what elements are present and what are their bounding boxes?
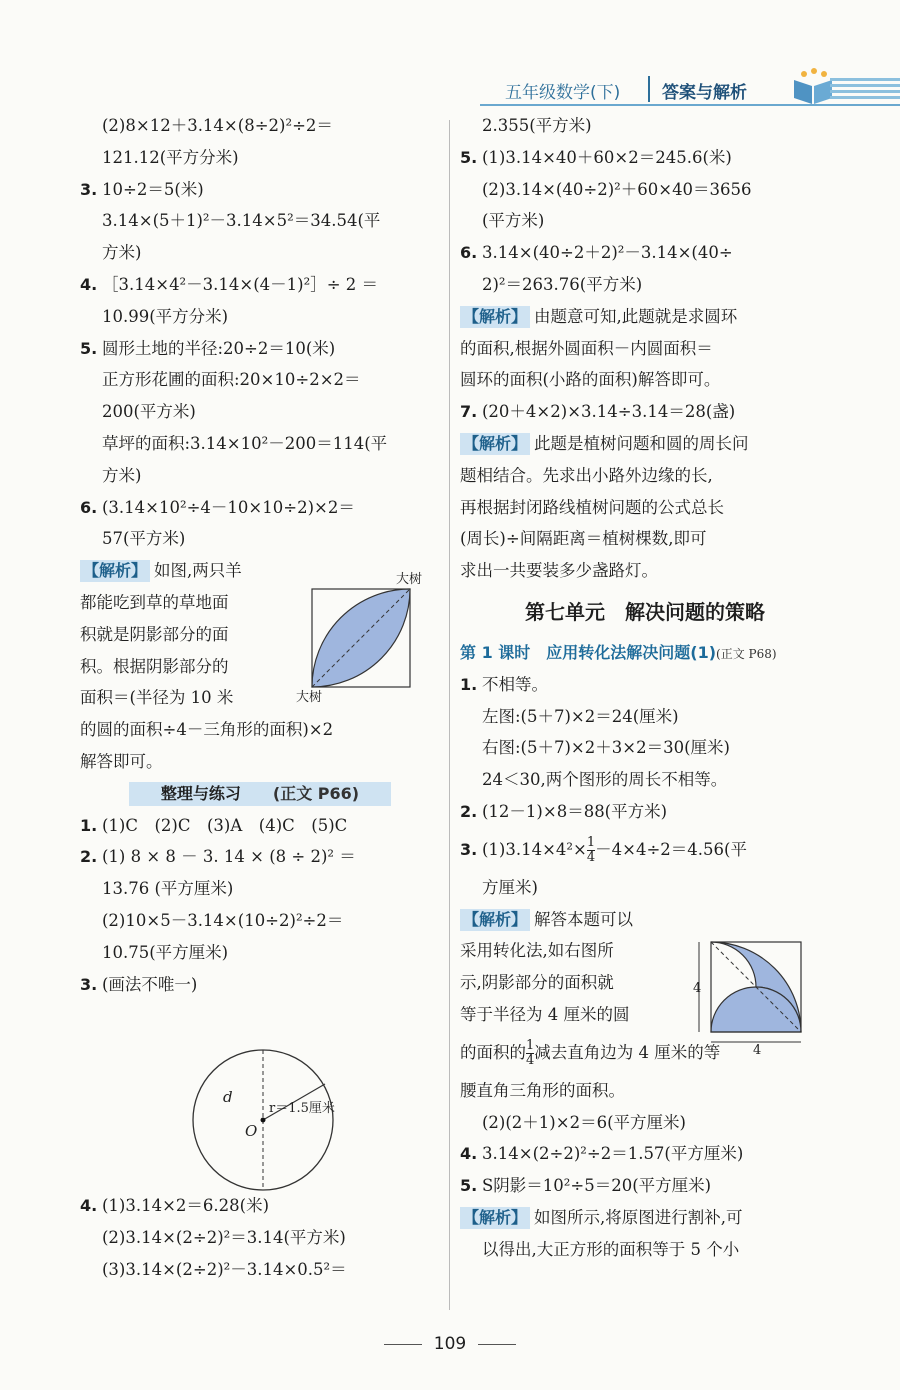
question-number: 2.	[80, 847, 98, 867]
circle-figure	[185, 1050, 355, 1190]
answer-line	[80, 1254, 440, 1286]
answer-line	[80, 110, 440, 142]
answer-line	[80, 1222, 440, 1254]
question-number: 6.	[460, 243, 478, 263]
answer-text: 2)²＝263.76(平方米)	[482, 274, 643, 294]
answer-text: 不相等。	[482, 674, 548, 694]
quarter-circle-figure	[693, 938, 818, 1060]
answer-line	[80, 428, 440, 460]
lens-shape-figure	[296, 572, 435, 705]
answer-text: 10.99(平方分米)	[102, 306, 229, 326]
analysis-5-line: 以得出,大正方形的面积等于 5 个小	[482, 1239, 740, 1259]
answer-text: (平方米)	[482, 211, 545, 231]
answer-text: 121.12(平方分米)	[102, 147, 239, 167]
answer-text: 3.14×(40÷2＋2)²－3.14×(40÷	[482, 243, 733, 263]
analysis-6-line: 解答即可。	[80, 751, 163, 771]
question-number: 2.	[460, 801, 478, 821]
question-number: 4.	[460, 1144, 478, 1164]
answer-line	[80, 905, 440, 937]
answer-line	[460, 269, 830, 301]
answer-text: 200(平方米)	[102, 402, 196, 422]
header-section-title: 答案与解析	[662, 83, 747, 103]
analysis-3-line: 采用转化法,如右图所	[460, 941, 614, 961]
analysis-7-line: (周长)÷间隔距离＝植树棵数,即可	[460, 529, 707, 549]
question-number: 6.	[80, 497, 98, 517]
answer-text: (3.14×10²÷4－10×10÷2)×2＝	[102, 497, 355, 517]
answer-line	[460, 764, 830, 796]
page-header	[0, 0, 900, 110]
answer-text: 3.14×(2÷2)²÷2＝1.57(平方厘米)	[482, 1144, 744, 1164]
answer-line	[80, 364, 440, 396]
answer-line	[80, 396, 440, 428]
answer-line	[80, 810, 440, 842]
analysis-7-line: 求出一共要装多少盏路灯。	[460, 561, 658, 581]
fraction: $\frac{1}{4}$	[586, 834, 596, 865]
answer-text: (画法不唯一)	[102, 974, 198, 994]
answer-line	[80, 301, 440, 333]
analysis-3-line: 的面积的 $\frac{1}{4}$ 减去直角边为 4 厘米的等	[460, 1037, 721, 1068]
answer-line	[80, 969, 440, 1001]
answer-line	[460, 1107, 830, 1139]
diameter-label: d	[223, 1088, 233, 1106]
bottom-length-label: 4	[753, 1043, 762, 1058]
answer-text: 13.76 (平方厘米)	[102, 879, 234, 899]
answer-line	[80, 841, 440, 873]
page-number: 109	[0, 1334, 900, 1354]
answer-line	[80, 492, 440, 524]
answer-text: 10÷2＝5(米)	[102, 179, 204, 199]
tree-top-label: 大树	[396, 572, 423, 587]
answer-text: (12－1)×8＝88(平方米)	[482, 801, 668, 821]
answer-text: (1)3.14×2＝6.28(米)	[102, 1196, 270, 1216]
answer-line	[460, 237, 830, 269]
analysis-7-line: 【解析】 此题是植树问题和圆的周长问	[460, 428, 830, 460]
answer-line	[80, 142, 440, 174]
answer-3-part1: 3. (1)3.14×4²× $\frac{1}{4}$ －4×4÷2＝4.56(平	[460, 834, 747, 865]
lesson-title: 第 1 课时 应用转化法解决问题(1)(正文 P68)	[460, 642, 777, 662]
tree-bottom-label: 大树	[296, 690, 323, 705]
question-number: 5.	[460, 147, 478, 167]
analysis-3-line: 【解析】 解答本题可以	[460, 904, 830, 936]
question-number: 3.	[80, 974, 98, 994]
answer-line	[80, 174, 440, 206]
question-number: 3.	[80, 179, 98, 199]
answer-line	[80, 523, 440, 555]
answer-line	[460, 205, 830, 237]
question-number: 1.	[80, 815, 98, 835]
analysis-6-line: 圆环的面积(小路的面积)解答即可。	[460, 370, 721, 390]
question-number: 4.	[80, 1196, 98, 1216]
answer-text: 正方形花圃的面积:20×10÷2×2＝	[102, 370, 361, 390]
fraction: $\frac{1}{4}$	[526, 1037, 535, 1068]
header-rule	[480, 104, 900, 106]
answer-line	[80, 1190, 440, 1222]
analysis-6-line: 积就是阴影部分的面	[80, 624, 229, 644]
answer-line	[80, 937, 440, 969]
answer-text: (2)8×12＋3.14×(8÷2)²÷2＝	[102, 116, 333, 135]
analysis-6-line: 【解析】 如图,两只羊	[80, 555, 440, 587]
analysis-3-line: 等于半径为 4 厘米的圆	[460, 1004, 630, 1024]
answer-line	[80, 205, 440, 237]
answer-line	[80, 460, 440, 492]
header-grade-subject: 五年级数学(下)	[505, 83, 621, 103]
section-heading: 整理与练习 (正文 P66)	[80, 778, 440, 810]
answer-text: (2)3.14×(2÷2)²＝3.14(平方米)	[102, 1228, 346, 1248]
side-length-label: 4	[693, 981, 702, 996]
answer-line	[460, 701, 830, 733]
answer-text: ［3.14×4²－3.14×(4－1)²］÷ 2 ＝	[102, 274, 379, 294]
answer-text: 方米)	[102, 243, 142, 263]
answer-text: (3)3.14×(2÷2)²－3.14×0.5²＝	[102, 1259, 347, 1279]
radius-label: r＝1.5厘米	[269, 1101, 335, 1116]
answer-line	[460, 142, 830, 174]
header-separator	[648, 76, 650, 102]
answer-text: (1)C (2)C (3)A (4)C (5)C	[102, 815, 348, 835]
analysis-6-line: 的圆的面积÷4－三角形的面积)×2	[80, 720, 334, 740]
question-number: 4.	[80, 274, 98, 294]
answer-text: 右图:(5＋7)×2＋3×2＝30(厘米)	[482, 738, 730, 758]
answer-line	[460, 1170, 830, 1202]
answer-text: 圆形土地的半径:20÷2＝10(米)	[102, 338, 336, 358]
answer-line	[460, 732, 830, 764]
answer-text: (2)3.14×(40÷2)²＋60×40＝3656	[482, 179, 752, 199]
unit-title: 第七单元 解决问题的策略	[525, 599, 765, 624]
answer-text: S阴影＝10²÷5＝20(平方厘米)	[482, 1176, 712, 1196]
answer-text: 左图:(5＋7)×2＝24(厘米)	[482, 706, 679, 726]
answer-text: (1) 8 × 8 － 3. 14 × (8 ÷ 2)² ＝	[102, 847, 356, 867]
answer-text: (2)(2＋1)×2＝6(平方厘米)	[482, 1112, 686, 1132]
analysis-7-line: 题相结合。先求出小路外边缘的长,	[460, 465, 713, 485]
answer-line	[80, 333, 440, 365]
analysis-6-line: 面积＝(半径为 10 米	[80, 688, 234, 708]
question-number: 1.	[460, 674, 478, 694]
center-label: O	[245, 1122, 258, 1140]
answer-text: (1)3.14×40＋60×2＝245.6(米)	[482, 147, 732, 167]
answer-line	[80, 873, 440, 905]
answer-text: 2.355(平方米)	[482, 116, 592, 135]
question-number: 5.	[80, 338, 98, 358]
answer-line	[460, 110, 830, 142]
right-column	[460, 110, 830, 1266]
answer-text: 57(平方米)	[102, 529, 186, 549]
answer-line	[460, 1138, 830, 1170]
analysis-3-line: 示,阴影部分的面积就	[460, 973, 614, 993]
analysis-5-line: 【解析】 如图所示,将原图进行割补,可	[460, 1202, 830, 1234]
answer-line	[460, 174, 830, 206]
answer-text: 方米)	[102, 465, 142, 485]
analysis-3-line: 腰直角三角形的面积。	[460, 1080, 625, 1100]
answer-line	[460, 796, 830, 828]
answer-line	[460, 669, 830, 701]
analysis-6-line: 积。根据阴影部分的	[80, 656, 229, 676]
answer-text: 草坪的面积:3.14×10²－200＝114(平	[102, 433, 388, 453]
analysis-7-line: 再根据封闭路线植树问题的公式总长	[460, 497, 724, 517]
analysis-6-line: 都能吃到草的草地面	[80, 592, 229, 612]
analysis-6-line: 【解析】 由题意可知,此题就是求圆环	[460, 301, 830, 333]
answer-7: 7. (20＋4×2)×3.14÷3.14＝28(盏)	[460, 402, 736, 422]
answer-text: 3.14×(5＋1)²－3.14×5²＝34.54(平	[102, 211, 381, 231]
answer-text: (2)10×5－3.14×(10÷2)²÷2＝	[102, 910, 344, 930]
question-number: 5.	[460, 1176, 478, 1196]
answer-text: 10.75(平方厘米)	[102, 942, 229, 962]
header-stripes	[830, 78, 900, 102]
answer-text: 24＜30,两个图形的周长不相等。	[482, 770, 728, 790]
answer-line	[80, 269, 440, 301]
analysis-6-line: 的面积,根据外圆面积－内圆面积＝	[460, 338, 713, 358]
answer-3-line: 方厘米)	[482, 877, 538, 897]
column-divider	[449, 120, 450, 1310]
answer-line	[80, 237, 440, 269]
